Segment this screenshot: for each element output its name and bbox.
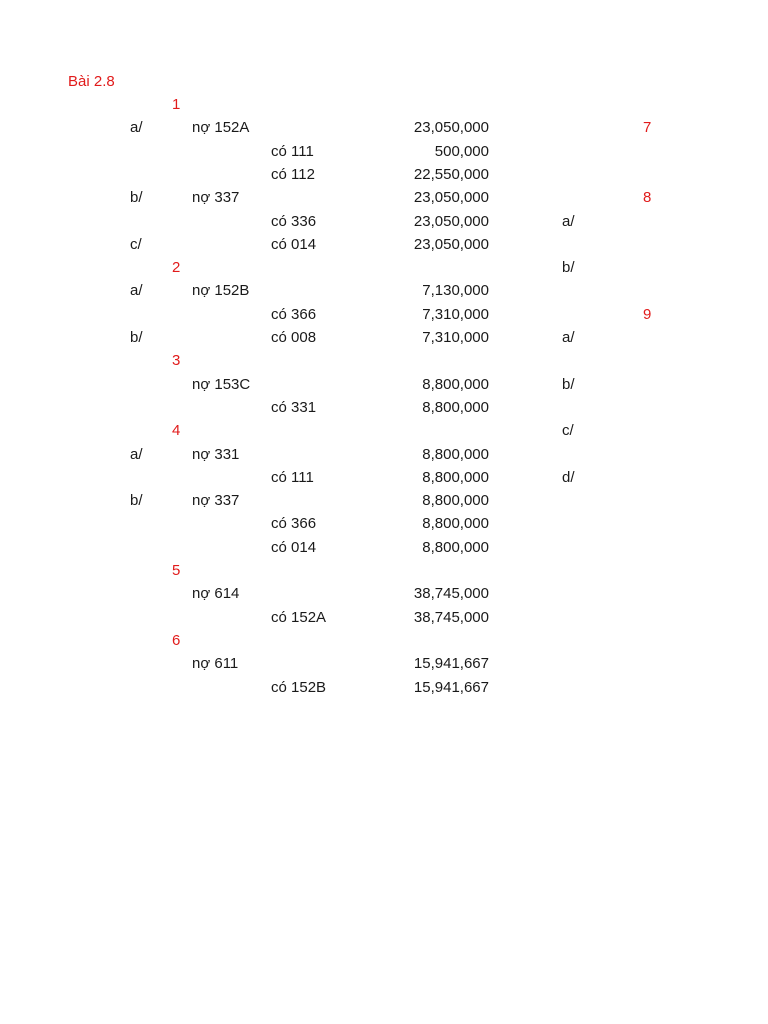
entry-row bbox=[0, 559, 768, 582]
entry-number: 5 bbox=[172, 562, 181, 579]
credit-account: có 366 bbox=[271, 515, 317, 533]
exercise-title: Bài 2.8 bbox=[68, 73, 115, 90]
amount: 7,310,000 bbox=[422, 329, 489, 346]
entry-number: 6 bbox=[172, 631, 181, 649]
entry-number: 1 bbox=[172, 96, 181, 113]
entry-row bbox=[0, 210, 768, 233]
debit-account: nợ 331 bbox=[192, 445, 240, 463]
amount: 8,800,000 bbox=[422, 445, 489, 463]
entry-row bbox=[0, 489, 768, 512]
sub-label: b/ bbox=[130, 492, 143, 510]
entry-row bbox=[0, 606, 768, 629]
entry-row bbox=[0, 629, 768, 652]
debit-account: nợ 611 bbox=[192, 655, 239, 673]
entry-row bbox=[0, 536, 768, 559]
entry-row bbox=[0, 512, 768, 535]
sub-label-right: a/ bbox=[562, 212, 575, 230]
credit-account: có 112 bbox=[271, 165, 315, 183]
sub-label: b/ bbox=[130, 329, 143, 346]
debit-account: nợ 152A bbox=[192, 119, 250, 137]
amount: 8,800,000 bbox=[422, 538, 489, 556]
credit-account: có 111 bbox=[271, 142, 314, 160]
credit-account: có 014 bbox=[271, 538, 317, 556]
debit-account: nợ 153C bbox=[192, 375, 251, 393]
entry-row bbox=[0, 186, 768, 209]
amount: 7,130,000 bbox=[422, 282, 489, 300]
sub-label: b/ bbox=[130, 189, 143, 207]
sub-label-right: d/ bbox=[562, 468, 575, 486]
entry-number: 2 bbox=[172, 259, 181, 277]
title-row bbox=[0, 70, 768, 93]
amount: 23,050,000 bbox=[413, 212, 489, 230]
amount: 15,941,667 bbox=[413, 655, 489, 673]
amount: 8,800,000 bbox=[422, 492, 489, 510]
credit-account: có 152A bbox=[271, 608, 327, 626]
entry-number-right: 7 bbox=[643, 119, 652, 137]
sub-label: c/ bbox=[130, 235, 142, 253]
entry-row bbox=[0, 466, 768, 489]
credit-account: có 336 bbox=[271, 212, 317, 230]
entry-row bbox=[0, 233, 768, 256]
sub-label-right: b/ bbox=[562, 259, 575, 277]
amount: 23,050,000 bbox=[413, 119, 489, 137]
entry-number: 3 bbox=[172, 352, 181, 370]
amount: 8,800,000 bbox=[422, 375, 489, 393]
amount: 15,941,667 bbox=[413, 678, 489, 696]
entry-row bbox=[0, 349, 768, 372]
entry-row bbox=[0, 419, 768, 442]
entry-row bbox=[0, 163, 768, 186]
sub-label-right: a/ bbox=[562, 329, 575, 346]
entry-number-right: 9 bbox=[643, 305, 652, 323]
entry-number: 4 bbox=[172, 422, 181, 440]
entry-row bbox=[0, 676, 768, 699]
entry-row bbox=[0, 279, 768, 302]
credit-account: có 331 bbox=[271, 398, 317, 416]
entry-row bbox=[0, 93, 768, 116]
amount: 500,000 bbox=[434, 142, 489, 160]
entry-row bbox=[0, 373, 768, 396]
entry-number-right: 8 bbox=[643, 189, 652, 207]
entry-row bbox=[0, 326, 768, 349]
entry-row bbox=[0, 652, 768, 675]
entry-row bbox=[0, 443, 768, 466]
entry-row bbox=[0, 116, 768, 139]
sub-label-right: c/ bbox=[562, 422, 574, 440]
sub-label: a/ bbox=[130, 282, 143, 300]
amount: 38,745,000 bbox=[413, 585, 489, 603]
debit-account: nợ 614 bbox=[192, 585, 240, 603]
credit-account: có 111 bbox=[271, 468, 314, 486]
amount: 22,550,000 bbox=[413, 165, 489, 183]
credit-account: có 008 bbox=[271, 329, 317, 346]
sub-label-right: b/ bbox=[562, 375, 575, 393]
entry-row bbox=[0, 256, 768, 279]
amount: 23,050,000 bbox=[413, 189, 489, 207]
debit-account: nợ 152B bbox=[192, 282, 250, 300]
credit-account: có 014 bbox=[271, 235, 317, 253]
amount: 8,800,000 bbox=[422, 468, 489, 486]
entry-row bbox=[0, 396, 768, 419]
sub-label: a/ bbox=[130, 119, 143, 137]
amount: 23,050,000 bbox=[413, 235, 489, 253]
debit-account: nợ 337 bbox=[192, 189, 240, 207]
credit-account: có 152B bbox=[271, 678, 327, 696]
credit-account: có 366 bbox=[271, 305, 317, 323]
amount: 7,310,000 bbox=[422, 305, 489, 323]
amount: 38,745,000 bbox=[413, 608, 489, 626]
entry-row bbox=[0, 140, 768, 163]
entry-row bbox=[0, 582, 768, 605]
debit-account: nợ 337 bbox=[192, 492, 240, 510]
entry-row bbox=[0, 303, 768, 326]
amount: 8,800,000 bbox=[422, 515, 489, 533]
amount: 8,800,000 bbox=[422, 398, 489, 416]
sub-label: a/ bbox=[130, 445, 143, 463]
